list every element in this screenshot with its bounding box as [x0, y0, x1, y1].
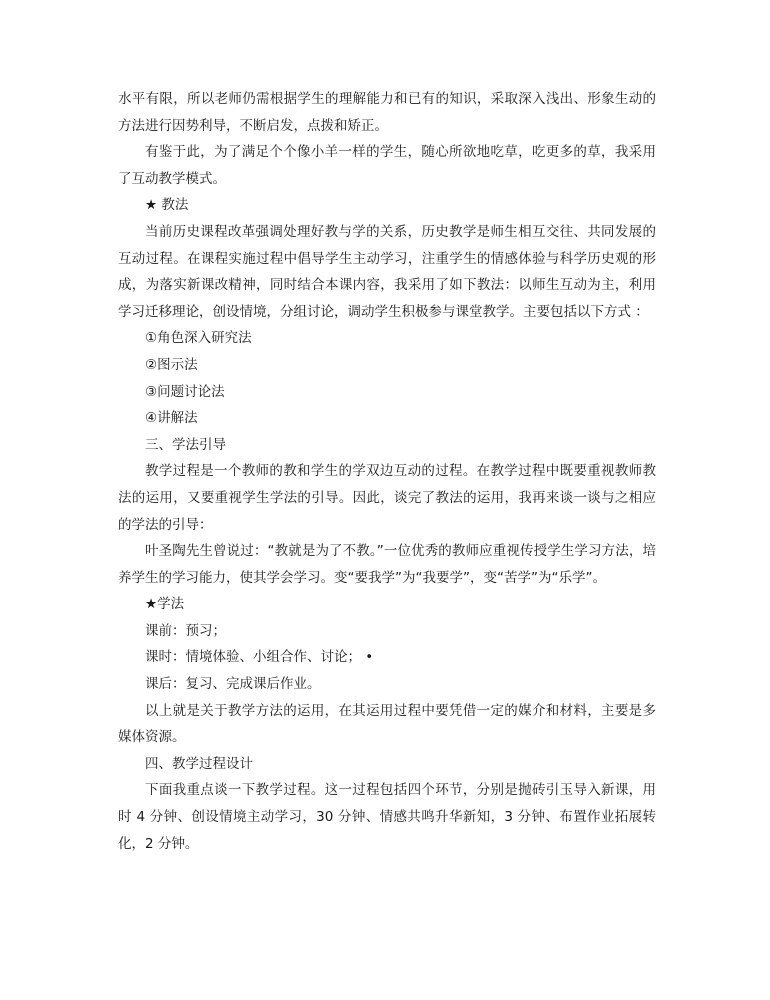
heading-study-methods: ★学法: [145, 596, 185, 613]
paragraph-teaching-methods: 当前历史课程改革强调处理好教与学的关系，历史教学是师生相互交往、共同发展的互动过程。在课程实施过程中倡导学生主动学习，注重学生的情感体验与科学历史观的形成，为落实新课改精神，同时结合本课内容，我采用了如下教法：以师生互动为主，利用学习迁移理论，创设情境，分组讨论，调动学生积极参与课堂教学。主要包括以下方式 ：: [118, 223, 656, 320]
list-item-method-2: ②图示法: [145, 356, 198, 373]
heading-teaching-methods: ★ 教法: [145, 197, 189, 214]
paragraph-study-guidance: 教学过程是一个教师的教和学生的学双边互动的过程。在教学过程中既要重视教师教法的运用，又要重视学生学法的引导。因此，谈完了教法的运用，我再来谈一谈与之相应的学法的引导：: [118, 463, 656, 533]
paragraph-ye-shengtao-quote: 叶圣陶先生曾说过：“教就是为了不教。”一位优秀的教师应重视传授学生学习方法，培养学生的学习能力，使其学会学习。变“要我学”为“我要学”，变“苦学”为“乐学”。: [118, 543, 656, 586]
list-item-method-4: ④讲解法: [145, 410, 198, 427]
list-item-before-class: 课前：预习；: [145, 622, 226, 639]
paragraph-process-design: 下面我重点谈一下教学过程。这一过程包括四个环节，分别是抛砖引玉导入新课，用时 4 分钟、创设情境主动学习，30 分钟、情感共鸣升华新知，3 分钟、布置作业拓展转化，2 分钟。: [118, 782, 656, 852]
list-item-during-class: 课时：情境体验、小组合作、讨论； •: [145, 649, 374, 666]
paragraph-media-resources: 以上就是关于教学方法的运用，在其运用过程中要凭借一定的媒介和材料，主要是多媒体资源。: [118, 702, 656, 746]
paragraph-interactive-mode: 有鉴于此，为了满足个个像小羊一样的学生，随心所欲地吃草，吃更多的草，我采用了互动教学模式。: [118, 144, 656, 187]
section-heading-study-guidance: 三、学法引导: [145, 436, 226, 453]
section-heading-process-design: 四、教学过程设计: [145, 755, 253, 772]
list-item-method-1: ①角色深入研究法: [145, 330, 252, 347]
list-item-after-class: 课后：复习、完成课后作业。: [145, 676, 321, 693]
list-item-method-3: ③问题讨论法: [145, 383, 225, 400]
paragraph-continuation: 水平有限，所以老师仍需根据学生的理解能力和已有的知识，采取深入浅出、形象生动的方法进行因势利导，不断启发，点拨和矫正。: [118, 91, 656, 134]
